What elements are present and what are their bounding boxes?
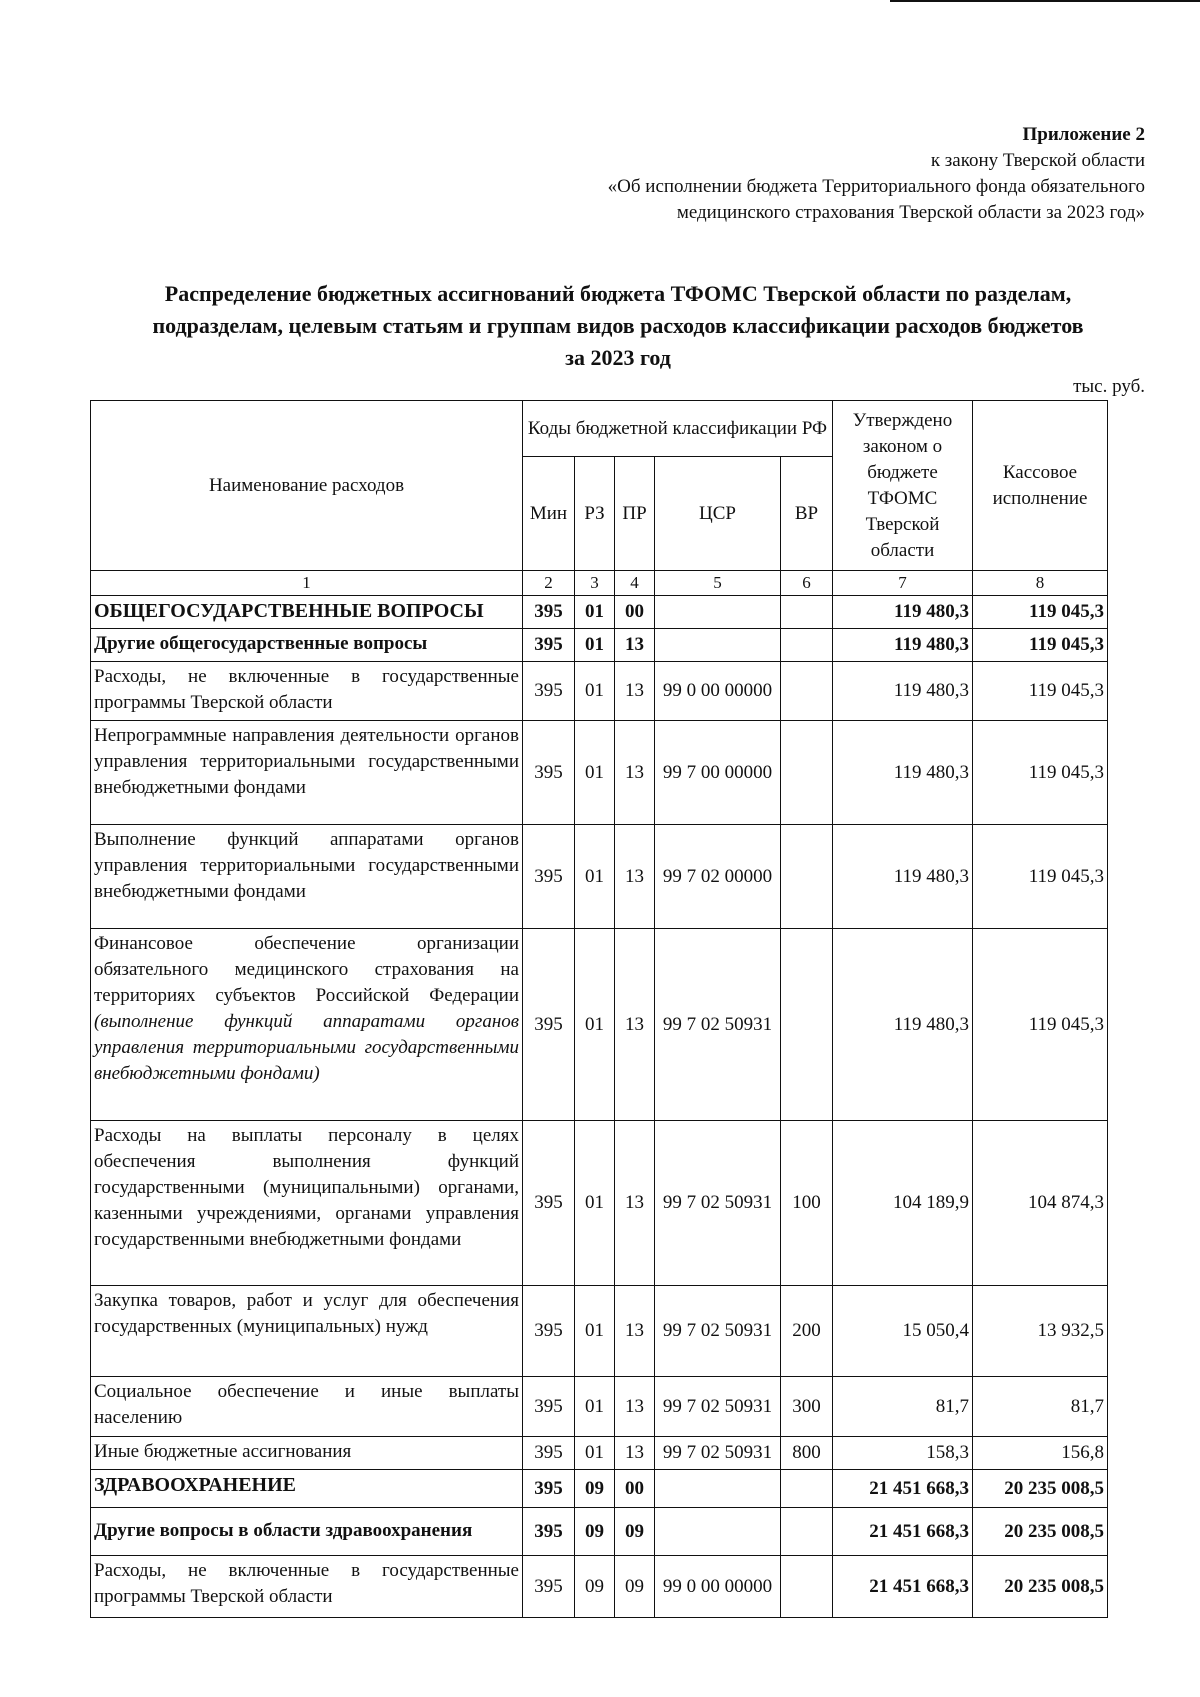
row-rz: 01 — [575, 1121, 615, 1286]
row-min: 395 — [523, 1437, 575, 1470]
row-rz: 01 — [575, 825, 615, 929]
row-pr: 09 — [615, 1508, 655, 1556]
appendix-header — [608, 122, 1145, 226]
table-row — [91, 825, 1108, 929]
table-row — [91, 1121, 1108, 1286]
row-rz: 01 — [575, 721, 615, 825]
row-approved: 119 480,3 — [833, 629, 973, 662]
row-executed: 119 045,3 — [973, 721, 1108, 825]
row-name: ЗДРАВООХРАНЕНИЕ — [91, 1470, 523, 1508]
col-number: 5 — [655, 571, 781, 596]
title-line-2: подразделам, целевым статьям и группам видов расходов классификации расходов бюджетов — [152, 313, 1084, 338]
header-min: Мин — [523, 457, 575, 571]
row-approved: 104 189,9 — [833, 1121, 973, 1286]
row-approved: 21 451 668,3 — [833, 1470, 973, 1508]
col-number: 8 — [973, 571, 1108, 596]
row-approved: 119 480,3 — [833, 662, 973, 721]
units-label: тыс. руб. — [1073, 376, 1145, 397]
table-row — [91, 1377, 1108, 1437]
table-row — [91, 1286, 1108, 1377]
row-pr: 13 — [615, 721, 655, 825]
row-vr — [781, 721, 833, 825]
title-line-3: за 2023 год — [565, 345, 671, 370]
row-vr — [781, 929, 833, 1121]
row-executed: 20 235 008,5 — [973, 1508, 1108, 1556]
row-vr: 200 — [781, 1286, 833, 1377]
row-pr: 00 — [615, 596, 655, 629]
row-approved: 21 451 668,3 — [833, 1556, 973, 1618]
row-vr: 100 — [781, 1121, 833, 1286]
row-pr: 13 — [615, 1286, 655, 1377]
row-executed: 119 045,3 — [973, 825, 1108, 929]
row-vr — [781, 662, 833, 721]
row-name: Иные бюджетные ассигнования — [91, 1437, 523, 1470]
header-approved: Утверждено законом о бюджете ТФОМС Тверской области — [833, 401, 973, 571]
row-pr: 00 — [615, 1470, 655, 1508]
col-number: 1 — [91, 571, 523, 596]
row-vr — [781, 596, 833, 629]
appendix-line-3: медицинского страхования Тверской области за 2023 год» — [676, 202, 1145, 223]
row-csr: 99 7 02 50931 — [655, 1437, 781, 1470]
title-line-1: Распределение бюджетных ассигнований бюджета ТФОМС Тверской области по разделам, — [164, 281, 1072, 306]
row-min: 395 — [523, 662, 575, 721]
row-min: 395 — [523, 596, 575, 629]
row-csr: 99 7 02 00000 — [655, 825, 781, 929]
row-approved: 119 480,3 — [833, 596, 973, 629]
row-min: 395 — [523, 1121, 575, 1286]
table-row — [91, 662, 1108, 721]
table-row — [91, 1508, 1108, 1556]
row-rz: 01 — [575, 1286, 615, 1377]
col-number: 2 — [523, 571, 575, 596]
row-executed: 119 045,3 — [973, 596, 1108, 629]
row-pr: 13 — [615, 929, 655, 1121]
row-rz: 01 — [575, 596, 615, 629]
col-number: 6 — [781, 571, 833, 596]
header-pr: ПР — [615, 457, 655, 571]
table-row — [91, 721, 1108, 825]
row-min: 395 — [523, 721, 575, 825]
appendix-line-2: «Об исполнении бюджета Территориального фонда обязательного — [607, 176, 1145, 197]
row-pr: 09 — [615, 1556, 655, 1618]
row-min: 395 — [523, 929, 575, 1121]
row-approved: 119 480,3 — [833, 929, 973, 1121]
row-min: 395 — [523, 1556, 575, 1618]
table-row — [91, 596, 1108, 629]
row-min: 395 — [523, 1377, 575, 1437]
row-csr — [655, 629, 781, 662]
row-executed: 20 235 008,5 — [973, 1556, 1108, 1618]
row-pr: 13 — [615, 1437, 655, 1470]
row-pr: 13 — [615, 825, 655, 929]
top-rule — [890, 0, 1200, 2]
row-name: Непрограммные направления деятельности органов управления территориальными государственными внебюджетными фондами — [91, 721, 523, 825]
row-vr — [781, 1556, 833, 1618]
row-name: ОБЩЕГОСУДАРСТВЕННЫЕ ВОПРОСЫ — [91, 596, 523, 629]
col-number: 7 — [833, 571, 973, 596]
row-name: Другие общегосударственные вопросы — [91, 629, 523, 662]
budget-table — [90, 400, 1108, 1618]
row-approved: 119 480,3 — [833, 825, 973, 929]
row-approved: 158,3 — [833, 1437, 973, 1470]
col-number: 4 — [615, 571, 655, 596]
row-csr: 99 0 00 00000 — [655, 1556, 781, 1618]
document-title — [90, 278, 1146, 374]
row-executed: 20 235 008,5 — [973, 1470, 1108, 1508]
row-name: Расходы, не включенные в государственные программы Тверской области — [91, 662, 523, 721]
row-approved: 119 480,3 — [833, 721, 973, 825]
row-csr: 99 7 00 00000 — [655, 721, 781, 825]
row-min: 395 — [523, 1508, 575, 1556]
row-min: 395 — [523, 1286, 575, 1377]
row-executed: 81,7 — [973, 1377, 1108, 1437]
row-vr — [781, 825, 833, 929]
row-approved: 15 050,4 — [833, 1286, 973, 1377]
row-csr: 99 7 02 50931 — [655, 1377, 781, 1437]
header-codes-group: Коды бюджетной классификации РФ — [523, 401, 833, 457]
row-csr: 99 7 02 50931 — [655, 929, 781, 1121]
row-csr: 99 7 02 50931 — [655, 1121, 781, 1286]
column-number-row — [91, 571, 1108, 596]
row-vr: 300 — [781, 1377, 833, 1437]
row-vr: 800 — [781, 1437, 833, 1470]
row-csr: 99 7 02 50931 — [655, 1286, 781, 1377]
row-rz: 09 — [575, 1470, 615, 1508]
appendix-number: Приложение 2 — [1022, 124, 1145, 145]
header-rz: РЗ — [575, 457, 615, 571]
row-min: 395 — [523, 825, 575, 929]
row-vr — [781, 629, 833, 662]
table-row — [91, 1470, 1108, 1508]
row-name: Расходы, не включенные в государственные программы Тверской области — [91, 1556, 523, 1618]
header-name: Наименование расходов — [91, 401, 523, 571]
row-min: 395 — [523, 629, 575, 662]
row-name: Социальное обеспечение и иные выплаты населению — [91, 1377, 523, 1437]
row-csr — [655, 596, 781, 629]
row-pr: 13 — [615, 662, 655, 721]
row-executed: 156,8 — [973, 1437, 1108, 1470]
row-vr — [781, 1470, 833, 1508]
row-rz: 01 — [575, 662, 615, 721]
appendix-line-1: к закону Тверской области — [930, 150, 1145, 171]
row-executed: 119 045,3 — [973, 662, 1108, 721]
row-pr: 13 — [615, 1377, 655, 1437]
table-row — [91, 629, 1108, 662]
col-number: 3 — [575, 571, 615, 596]
row-executed: 119 045,3 — [973, 929, 1108, 1121]
row-name — [91, 929, 523, 1121]
row-executed: 104 874,3 — [973, 1121, 1108, 1286]
header-csr: ЦСР — [655, 457, 781, 571]
row-name: Расходы на выплаты персоналу в целях обеспечения выполнения функций государственными (муниципальными) органами, казенными учреждениями, органами управления государственными внебюджетными фондами — [91, 1121, 523, 1286]
row-approved: 21 451 668,3 — [833, 1508, 973, 1556]
row-rz: 01 — [575, 929, 615, 1121]
row-rz: 01 — [575, 629, 615, 662]
row-csr — [655, 1470, 781, 1508]
row-name: Закупка товаров, работ и услуг для обеспечения государственных (муниципальных) нужд — [91, 1286, 523, 1377]
row-pr: 13 — [615, 1121, 655, 1286]
table-row — [91, 1437, 1108, 1470]
header-executed: Кассовое исполнение — [973, 401, 1108, 571]
row-approved: 81,7 — [833, 1377, 973, 1437]
table-row — [91, 1556, 1108, 1618]
header-vr: ВР — [781, 457, 833, 571]
row-name: Выполнение функций аппаратами органов управления территориальными государственными внебюджетными фондами — [91, 825, 523, 929]
row-min: 395 — [523, 1470, 575, 1508]
row-name-note: (выполнение функций аппаратами органов управления территориальными государственными внебюджетными фондами) — [94, 1011, 519, 1084]
row-rz: 09 — [575, 1556, 615, 1618]
row-pr: 13 — [615, 629, 655, 662]
row-csr — [655, 1508, 781, 1556]
row-name: Другие вопросы в области здравоохранения — [91, 1508, 523, 1556]
row-rz: 01 — [575, 1437, 615, 1470]
row-executed: 13 932,5 — [973, 1286, 1108, 1377]
row-name-text: Финансовое обеспечение организации обязательного медицинского страхования на территориях субъектов Российской Федерации — [94, 933, 519, 1006]
row-executed: 119 045,3 — [973, 629, 1108, 662]
row-rz: 09 — [575, 1508, 615, 1556]
table-row — [91, 929, 1108, 1121]
row-vr — [781, 1508, 833, 1556]
row-rz: 01 — [575, 1377, 615, 1437]
row-csr: 99 0 00 00000 — [655, 662, 781, 721]
